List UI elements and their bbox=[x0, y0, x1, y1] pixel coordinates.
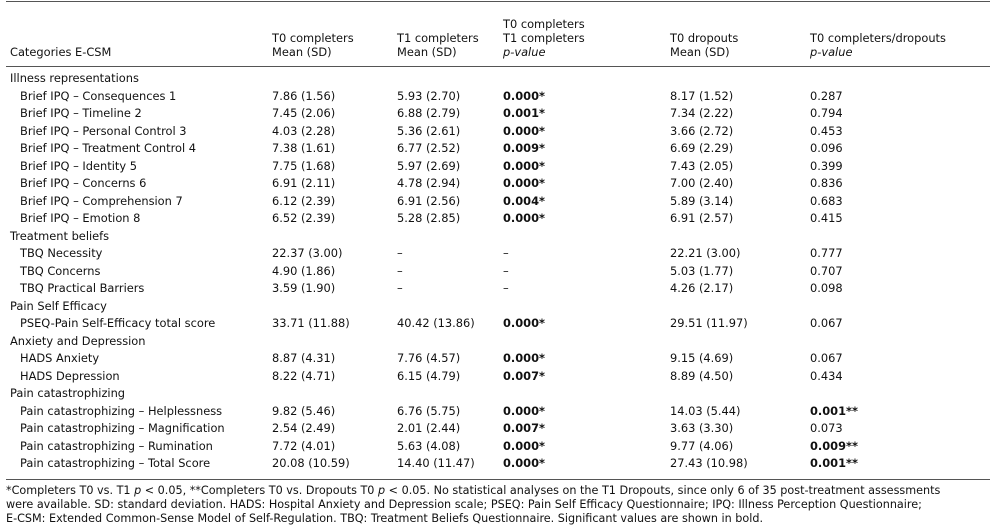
cell-t0-dropouts: 7.34 (2.22) bbox=[670, 106, 734, 120]
row-label: Pain catastrophizing – Helplessness bbox=[20, 403, 223, 418]
section-row bbox=[0, 385, 1000, 403]
cell-t1-completers: 14.40 (11.47) bbox=[397, 456, 475, 470]
table-row bbox=[0, 140, 1000, 158]
table-row bbox=[0, 245, 1000, 263]
cell-t0-completers: 6.91 (2.11) bbox=[272, 176, 336, 190]
cell-t0-dropouts: 8.89 (4.50) bbox=[670, 368, 734, 383]
section-label: Anxiety and Depression bbox=[10, 333, 146, 348]
cell-completers-dropouts-pvalue: 0.096 bbox=[810, 141, 843, 155]
section-label: Pain catastrophizing bbox=[10, 386, 126, 400]
cell-t0-completers: 9.82 (5.46) bbox=[272, 403, 336, 418]
footnote-line-1: *Completers T0 vs. T1 p < 0.05, **Completers T0 vs. Dropouts T0 p < 0.05. No statistical analyses on the T1 Dropouts, since only 6 of 35 post-treatment assessments bbox=[6, 484, 941, 497]
section-row bbox=[0, 228, 1000, 246]
cell-t0-dropouts: 6.91 (2.57) bbox=[670, 211, 734, 225]
table-row bbox=[0, 88, 1000, 106]
cell-t0-dropouts: 3.66 (2.72) bbox=[670, 123, 734, 138]
header-categories: Categories E-CSM bbox=[10, 45, 112, 59]
table-footnote bbox=[6, 484, 994, 526]
cell-t1-completers: 4.78 (2.94) bbox=[397, 176, 461, 190]
cell-t0-completers: 3.59 (1.90) bbox=[272, 281, 336, 295]
row-label: Brief IPQ – Emotion 8 bbox=[20, 211, 141, 225]
cell-t1-completers: – bbox=[397, 281, 403, 295]
table-row bbox=[0, 193, 1000, 211]
table-row bbox=[0, 123, 1000, 141]
table-row bbox=[0, 158, 1000, 176]
cell-t0-dropouts: 5.03 (1.77) bbox=[670, 263, 734, 278]
cell-t0-completers: 2.54 (2.49) bbox=[272, 421, 336, 435]
cell-t0-completers: 4.90 (1.86) bbox=[272, 263, 336, 278]
table-row bbox=[0, 175, 1000, 193]
row-label: TBQ Concerns bbox=[20, 263, 101, 278]
cell-completers-dropouts-pvalue: 0.001** bbox=[810, 403, 858, 418]
cell-completers-dropouts-pvalue: 0.399 bbox=[810, 158, 843, 173]
cell-completers-pvalue: 0.000* bbox=[503, 316, 545, 330]
table-row bbox=[0, 455, 1000, 473]
table-header-rule bbox=[6, 66, 990, 67]
header-t1-completers: T1 completers Mean (SD) bbox=[397, 31, 479, 59]
cell-t0-completers: 6.12 (2.39) bbox=[272, 193, 336, 208]
cell-t0-completers: 7.72 (4.01) bbox=[272, 438, 336, 453]
cell-completers-dropouts-pvalue: 0.073 bbox=[810, 421, 843, 435]
cell-t0-dropouts: 8.17 (1.52) bbox=[670, 88, 734, 103]
footnote-line-3: E-CSM: Extended Common-Sense Model of Self-Regulation. TBQ: Treatment Beliefs Questionnaire. Significant values are shown in bold. bbox=[6, 512, 764, 525]
table-row bbox=[0, 438, 1000, 456]
header-t0-completers: T0 completers Mean (SD) bbox=[272, 31, 354, 59]
header-completers-pvalue: T0 completers T1 completers p-value bbox=[503, 17, 585, 59]
row-label: Brief IPQ – Comprehension 7 bbox=[20, 193, 183, 208]
cell-t0-dropouts: 22.21 (3.00) bbox=[670, 246, 741, 260]
cell-t0-dropouts: 9.77 (4.06) bbox=[670, 438, 734, 453]
cell-completers-pvalue: 0.000* bbox=[503, 211, 545, 225]
cell-completers-pvalue: – bbox=[503, 246, 509, 260]
cell-completers-pvalue: 0.000* bbox=[503, 351, 545, 365]
cell-completers-pvalue: 0.000* bbox=[503, 88, 545, 103]
cell-t0-dropouts: 14.03 (5.44) bbox=[670, 403, 741, 418]
cell-t1-completers: 7.76 (4.57) bbox=[397, 351, 461, 365]
cell-t0-dropouts: 5.89 (3.14) bbox=[670, 193, 734, 208]
cell-completers-dropouts-pvalue: 0.415 bbox=[810, 211, 843, 225]
cell-t0-dropouts: 9.15 (4.69) bbox=[670, 351, 734, 365]
cell-completers-dropouts-pvalue: 0.434 bbox=[810, 368, 843, 383]
cell-completers-pvalue: 0.000* bbox=[503, 158, 545, 173]
row-label: PSEQ-Pain Self-Efficacy total score bbox=[20, 316, 216, 330]
table-row bbox=[0, 350, 1000, 368]
cell-completers-pvalue: 0.000* bbox=[503, 176, 545, 190]
cell-completers-pvalue: 0.009* bbox=[503, 141, 545, 155]
table-row bbox=[0, 403, 1000, 421]
row-label: TBQ Practical Barriers bbox=[20, 281, 145, 295]
cell-t1-completers: 5.36 (2.61) bbox=[397, 123, 461, 138]
cell-completers-pvalue: 0.000* bbox=[503, 456, 545, 470]
section-row bbox=[0, 333, 1000, 351]
row-label: HADS Depression bbox=[20, 368, 120, 383]
row-label: Brief IPQ – Concerns 6 bbox=[20, 176, 147, 190]
cell-completers-pvalue: – bbox=[503, 281, 509, 295]
cell-completers-pvalue: 0.000* bbox=[503, 403, 545, 418]
cell-t0-completers: 7.45 (2.06) bbox=[272, 106, 336, 120]
cell-t1-completers: 5.97 (2.69) bbox=[397, 158, 461, 173]
cell-t1-completers: 5.63 (4.08) bbox=[397, 438, 461, 453]
cell-completers-dropouts-pvalue: 0.098 bbox=[810, 281, 843, 295]
cell-completers-dropouts-pvalue: 0.777 bbox=[810, 246, 843, 260]
table-row bbox=[0, 210, 1000, 228]
cell-t1-completers: 2.01 (2.44) bbox=[397, 421, 461, 435]
cell-completers-pvalue: 0.007* bbox=[503, 421, 545, 435]
table-row bbox=[0, 263, 1000, 281]
row-label: Pain catastrophizing – Magnification bbox=[20, 421, 225, 435]
header-t0-dropouts: T0 dropouts Mean (SD) bbox=[670, 31, 739, 59]
row-label: Brief IPQ – Consequences 1 bbox=[20, 88, 177, 103]
section-row bbox=[0, 70, 1000, 88]
cell-t1-completers: 40.42 (13.86) bbox=[397, 316, 475, 330]
table-row bbox=[0, 368, 1000, 386]
table-row bbox=[0, 420, 1000, 438]
row-label: Pain catastrophizing – Rumination bbox=[20, 438, 213, 453]
cell-t0-completers: 8.22 (4.71) bbox=[272, 368, 336, 383]
table-row bbox=[0, 315, 1000, 333]
cell-t0-completers: 7.86 (1.56) bbox=[272, 88, 336, 103]
cell-completers-pvalue: 0.001* bbox=[503, 106, 545, 120]
row-label: HADS Anxiety bbox=[20, 351, 100, 365]
cell-t1-completers: 6.76 (5.75) bbox=[397, 403, 461, 418]
section-label: Pain Self Efficacy bbox=[10, 298, 107, 313]
cell-t1-completers: – bbox=[397, 263, 403, 278]
cell-t1-completers: 5.93 (2.70) bbox=[397, 88, 461, 103]
header-completers-dropouts-pvalue: T0 completers/dropouts p-value bbox=[810, 31, 946, 59]
table-row bbox=[0, 105, 1000, 123]
cell-completers-pvalue: 0.007* bbox=[503, 368, 545, 383]
cell-completers-dropouts-pvalue: 0.287 bbox=[810, 88, 843, 103]
cell-completers-pvalue: 0.000* bbox=[503, 123, 545, 138]
cell-t0-completers: 7.38 (1.61) bbox=[272, 141, 336, 155]
cell-t0-dropouts: 4.26 (2.17) bbox=[670, 281, 734, 295]
row-label: Brief IPQ – Treatment Control 4 bbox=[20, 141, 197, 155]
table-header bbox=[0, 0, 1000, 66]
cell-t0-completers: 33.71 (11.88) bbox=[272, 316, 350, 330]
row-label: Brief IPQ – Identity 5 bbox=[20, 158, 137, 173]
footnote-line-2: were available. SD: standard deviation. HADS: Hospital Anxiety and Depression scale; PSEQ: Pain Self Efficacy Questionnaire; IPQ: Illness Perception Questionnaire; bbox=[6, 498, 922, 511]
row-label: TBQ Necessity bbox=[20, 246, 103, 260]
cell-t0-dropouts: 27.43 (10.98) bbox=[670, 456, 748, 470]
cell-completers-dropouts-pvalue: 0.067 bbox=[810, 351, 843, 365]
cell-t1-completers: – bbox=[397, 246, 403, 260]
cell-completers-dropouts-pvalue: 0.009** bbox=[810, 438, 858, 453]
cell-completers-dropouts-pvalue: 0.001** bbox=[810, 456, 858, 470]
cell-t0-completers: 8.87 (4.31) bbox=[272, 351, 336, 365]
section-label: Illness representations bbox=[10, 71, 139, 85]
table-row bbox=[0, 280, 1000, 298]
cell-t0-completers: 7.75 (1.68) bbox=[272, 158, 336, 173]
cell-t1-completers: 6.88 (2.79) bbox=[397, 106, 461, 120]
cell-t0-dropouts: 7.00 (2.40) bbox=[670, 176, 734, 190]
cell-completers-dropouts-pvalue: 0.067 bbox=[810, 316, 843, 330]
cell-t1-completers: 5.28 (2.85) bbox=[397, 211, 461, 225]
cell-t0-dropouts: 7.43 (2.05) bbox=[670, 158, 734, 173]
row-label: Pain catastrophizing – Total Score bbox=[20, 456, 211, 470]
row-label: Brief IPQ – Timeline 2 bbox=[20, 106, 142, 120]
cell-t0-dropouts: 3.63 (3.30) bbox=[670, 421, 734, 435]
table-bottom-rule bbox=[6, 479, 990, 480]
cell-completers-pvalue: 0.000* bbox=[503, 438, 545, 453]
section-row bbox=[0, 298, 1000, 316]
cell-t0-dropouts: 29.51 (11.97) bbox=[670, 316, 748, 330]
cell-t0-completers: 6.52 (2.39) bbox=[272, 211, 336, 225]
cell-completers-dropouts-pvalue: 0.707 bbox=[810, 263, 843, 278]
cell-t1-completers: 6.91 (2.56) bbox=[397, 193, 461, 208]
cell-t0-completers: 20.08 (10.59) bbox=[272, 456, 350, 470]
cell-completers-dropouts-pvalue: 0.836 bbox=[810, 176, 843, 190]
cell-t1-completers: 6.15 (4.79) bbox=[397, 368, 461, 383]
section-label: Treatment beliefs bbox=[10, 228, 110, 243]
cell-completers-dropouts-pvalue: 0.683 bbox=[810, 193, 843, 208]
cell-t0-completers: 4.03 (2.28) bbox=[272, 123, 336, 138]
cell-completers-dropouts-pvalue: 0.794 bbox=[810, 106, 843, 120]
cell-t0-completers: 22.37 (3.00) bbox=[272, 246, 343, 260]
cell-completers-dropouts-pvalue: 0.453 bbox=[810, 123, 843, 138]
cell-t0-dropouts: 6.69 (2.29) bbox=[670, 141, 734, 155]
cell-t1-completers: 6.77 (2.52) bbox=[397, 141, 461, 155]
row-label: Brief IPQ – Personal Control 3 bbox=[20, 123, 187, 138]
table-body bbox=[0, 70, 1000, 473]
cell-completers-pvalue: – bbox=[503, 263, 509, 278]
cell-completers-pvalue: 0.004* bbox=[503, 193, 545, 208]
